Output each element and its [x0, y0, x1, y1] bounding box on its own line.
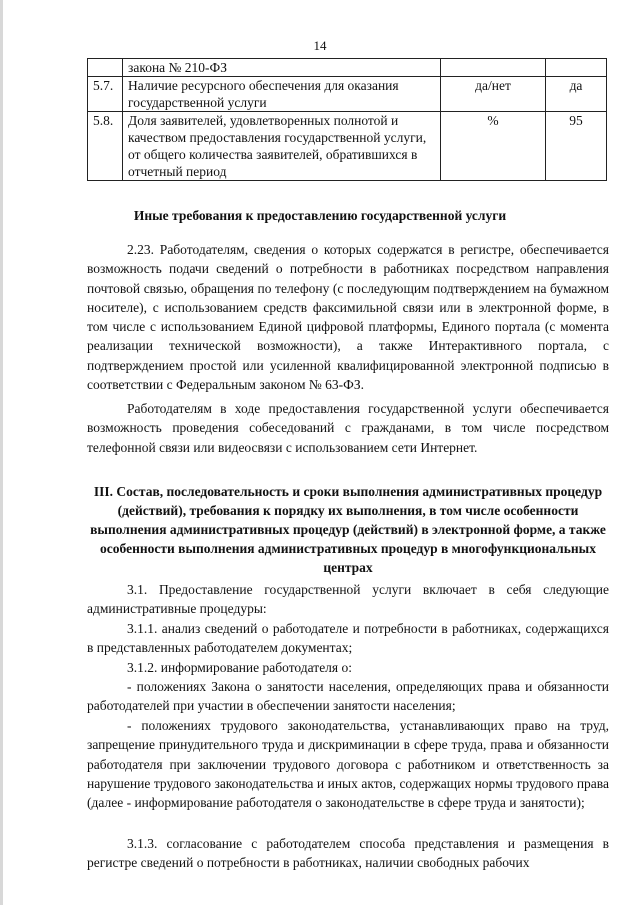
table-row [88, 77, 607, 112]
row-text: закона № 210-ФЗ [123, 59, 441, 77]
paragraph-3-1-2: 3.1.2. информирование работодателя о: [127, 660, 353, 675]
table-row [88, 59, 607, 77]
row-value [546, 59, 607, 77]
row-text: Доля заявителей, удовлетворенных полнотой и качеством предоставления государственной услуги, от общего количества заявителей, обратившихся в отчетный период [123, 112, 441, 181]
scan-edge [0, 0, 3, 905]
table-row [88, 112, 607, 181]
page-number: 14 [313, 38, 327, 53]
paragraph-3-1: 3.1. Предоставление государственной услуги включает в себя следующие административные процедуры: [87, 582, 609, 617]
row-unit: % [441, 112, 546, 181]
indicators-table [87, 58, 607, 181]
paragraph-3-1-1: 3.1.1. анализ сведений о работодателе и потребности в работниках, содержащихся в представленных работодателем документах; [87, 621, 609, 656]
paragraph-labor-law: - положениях трудового законодательства, устанавливающих право на труд, запрещение принудительного труда и дискриминации в сфере труда, права и обязанности работодателя при заключении трудового договора с работником и ответственность за нарушение трудового законодательства и иных актов, содержащих нормы трудового права (далее - информирование работодателя о законодательстве в сфере труда и занятости); [87, 718, 609, 811]
row-value: 95 [546, 112, 607, 181]
row-number: 5.7. [88, 77, 123, 112]
row-unit: да/нет [441, 77, 546, 112]
row-value: да [546, 77, 607, 112]
paragraph-3-1-3: 3.1.3. согласование с работодателем способа представления и размещения в регистре сведений о потребности в работниках, наличии свободных рабочих [87, 836, 609, 871]
paragraph-2-23: 2.23. Работодателям, сведения о которых содержатся в регистре, обеспечивается возможность подачи сведений о потребности в работниках посредством направления почтовой связью, обращения по телефону (с последующим подтверждением на бумажном носителе), с использованием средств факсимильной связи или в электронной форме, в том числе с использованием Единой цифровой платформы, Единого портала (с момента реализации технической возможности), а также Интерактивного портала, с подтверждением простой или усиленной квалифицированной электронной подписью в соответствии с Федеральным законом № 63-ФЗ. [87, 242, 609, 393]
paragraph-employers-interviews: Работодателям в ходе предоставления государственной услуги обеспечивается возможность проведения собеседований с гражданами, в том числе посредством телефонной связи или видеосвязи с использованием сети Интернет. [87, 401, 609, 455]
paragraph-employment-law: - положениях Закона о занятости населения, определяющих права и обязанности работодателей при участии в обеспечении занятости населения; [87, 679, 609, 714]
row-number [88, 59, 123, 77]
row-text: Наличие ресурсного обеспечения для оказания государственной услуги [123, 77, 441, 112]
section-heading-other-requirements: Иные требования к предоставлению государственной услуги [133, 208, 507, 223]
row-unit [441, 59, 546, 77]
row-number: 5.8. [88, 112, 123, 181]
section-heading-iii: III. Состав, последовательность и сроки выполнения административных процедур (действий), требования к порядку их выполнения, в том числе особенности выполнения административных процедур (действий) в электронной форме, а также особенности выполнения административных процедур в многофункциональных центрах [90, 484, 606, 575]
